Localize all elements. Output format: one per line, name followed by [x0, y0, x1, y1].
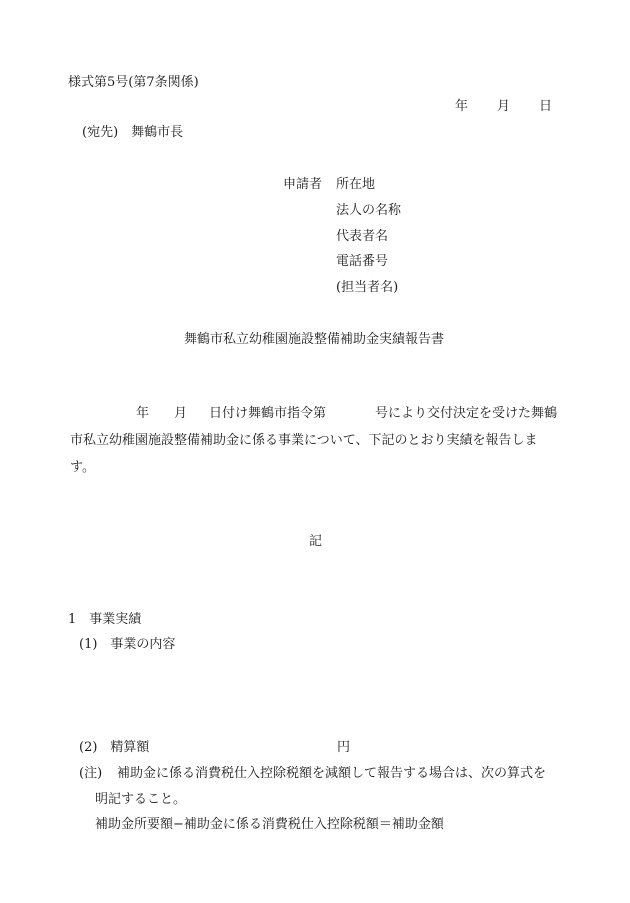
ki-marker: 記 [309, 534, 323, 549]
document-title: 舞鶴市私立幼稚園施設整備補助金実績報告書 [184, 332, 445, 347]
date-year: 年 [455, 99, 469, 114]
note-label: (注) [79, 766, 103, 781]
section1-item2-unit: 円 [337, 740, 351, 755]
addressee: (宛先) 舞鶴市長 [82, 125, 184, 140]
note-line2: 明記すること。 [95, 792, 187, 807]
section1-heading: 1 事業実績 [68, 612, 142, 627]
section1-item1: (1) 事業の内容 [79, 637, 176, 652]
body-year: 年 [136, 406, 150, 421]
form-number: 様式第5号(第7条関係) [68, 75, 199, 90]
applicant-contact-label: (担当者名) [336, 280, 399, 295]
body-dated: 日付け舞鶴市指令第 [209, 406, 327, 421]
applicant-representative-label: 代表者名 [336, 229, 389, 244]
applicant-address-label: 所在地 [336, 177, 376, 192]
applicant-label: 申請者 [283, 177, 323, 192]
applicant-phone-label: 電話番号 [336, 254, 389, 269]
note-line1: 補助金に係る消費税仕入控除税額を減額して報告する場合は、次の算式を [117, 766, 547, 781]
body-rest: 鶴市私立幼稚園施設整備補助金に係る事業について、下記のとおり実績を報告します。 [70, 406, 558, 475]
date-line [455, 100, 552, 113]
body-paragraph [70, 400, 562, 481]
date-month: 月 [497, 99, 511, 114]
applicant-corp-name-label: 法人の名称 [336, 203, 402, 218]
body-number-suffix: 号により交付決定を受けた舞 [375, 406, 545, 421]
section1-item2-label: (2) 精算額 [79, 740, 150, 755]
note-formula: 補助金所要額−補助金に係る消費税仕入控除税額＝補助金額 [95, 817, 444, 832]
date-day: 日 [539, 99, 553, 114]
body-month: 月 [174, 406, 188, 421]
